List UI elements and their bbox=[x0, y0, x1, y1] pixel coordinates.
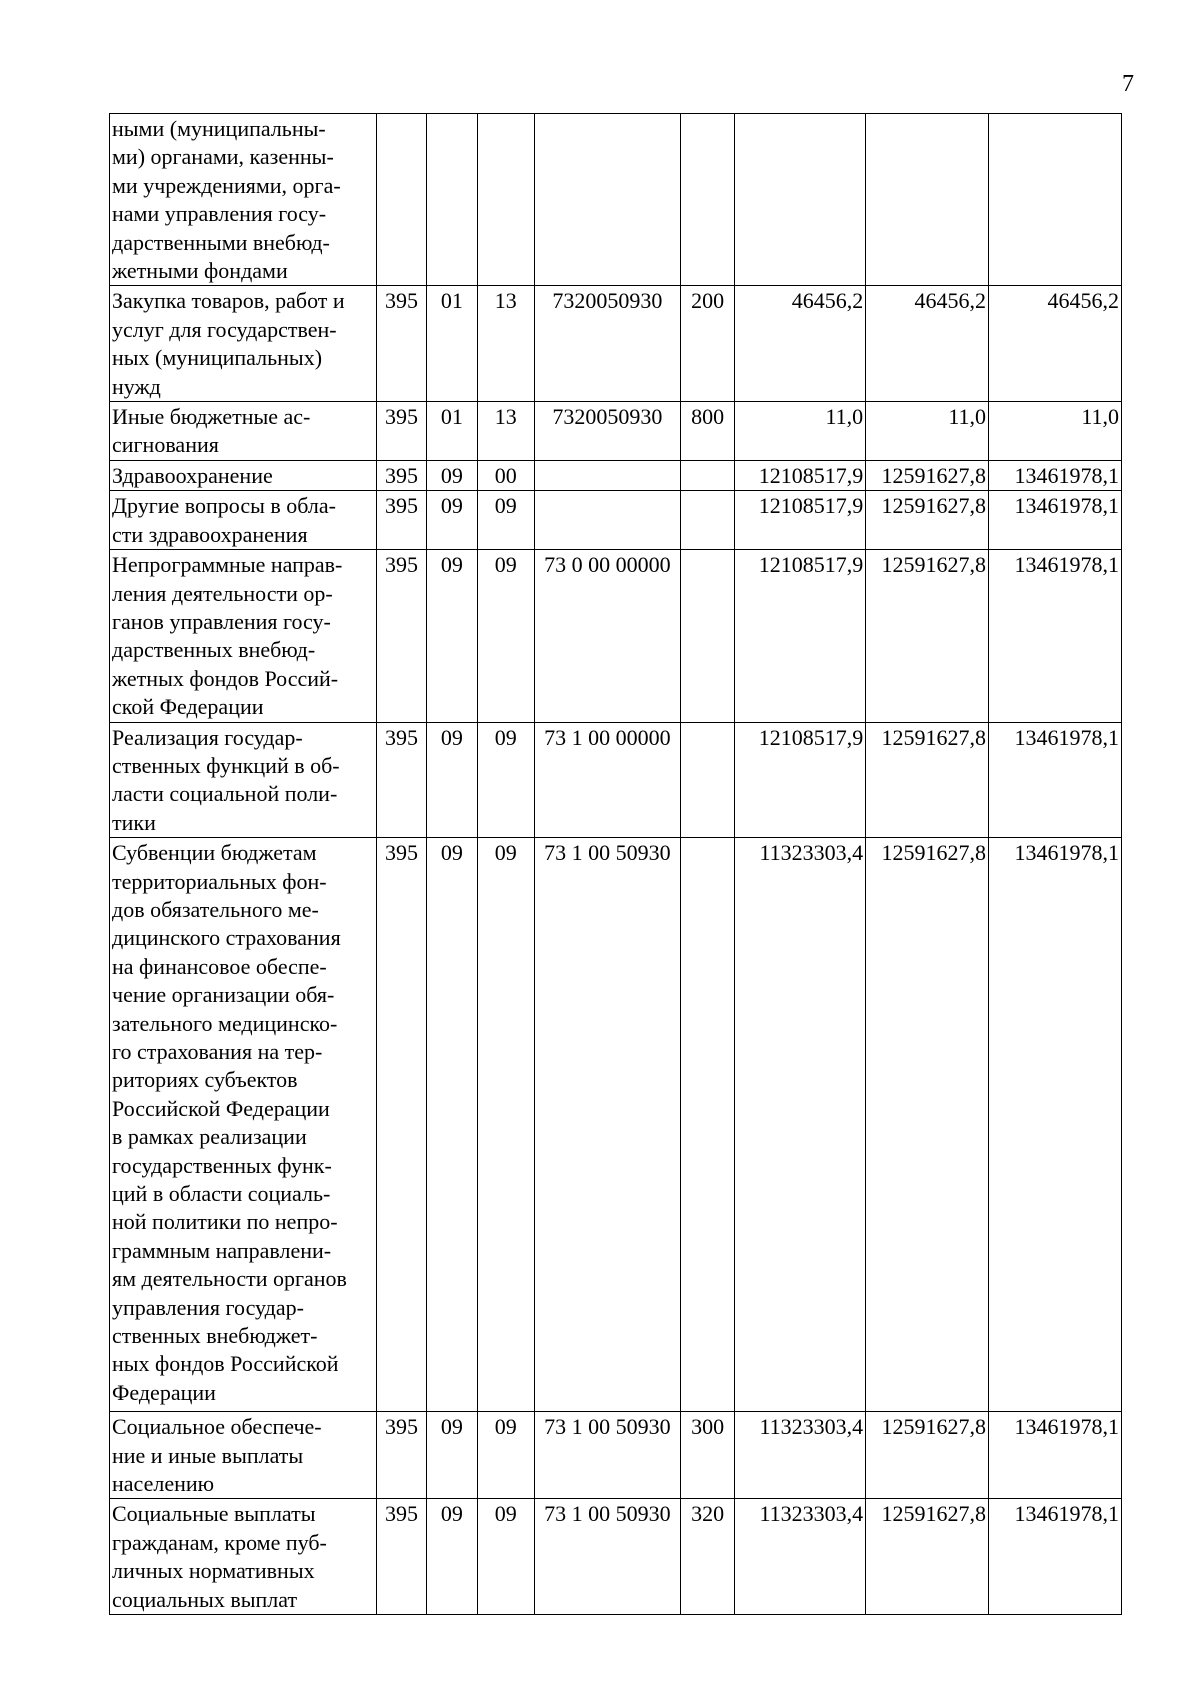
cell-name: Непрограммные направ- ления деятельности ор- ганов управления госу- дарственных внебюд- жетных фондов Россий- ской Федерации bbox=[110, 550, 377, 722]
cell-amount-year1: 11323303,4 bbox=[735, 1499, 866, 1615]
cell-amount-year2: 12591627,8 bbox=[866, 1412, 989, 1499]
cell-ved-code: 395 bbox=[376, 722, 426, 838]
table-row bbox=[110, 402, 1122, 461]
cell-amount-year2: 12591627,8 bbox=[866, 491, 989, 550]
cell-amount-year1 bbox=[735, 114, 866, 286]
cell-subsection: 09 bbox=[477, 550, 534, 722]
cell-section: 09 bbox=[427, 491, 477, 550]
table-row bbox=[110, 1499, 1122, 1615]
cell-name: Субвенции бюджетам территориальных фон- дов обязательного ме- дицинского страхования на финансовое обеспе- чение организации обя- зательного медицинско- го страхования на тер- риториях субъектов Российской Федерации в рамках реализации государственных функ- ций в области социаль- ной политики по непро- граммным направлени- ям деятельности органов управления государ- ственных внебюджет- ных фондов Российской Федерации bbox=[110, 838, 377, 1412]
cell-amount-year3: 13461978,1 bbox=[989, 838, 1122, 1412]
cell-amount-year3: 11,0 bbox=[989, 402, 1122, 461]
cell-subsection: 00 bbox=[477, 460, 534, 490]
cell-name: Иные бюджетные ас- сигнования bbox=[110, 402, 377, 461]
cell-expense-type: 300 bbox=[680, 1412, 734, 1499]
cell-subsection: 09 bbox=[477, 491, 534, 550]
cell-subsection bbox=[477, 114, 534, 286]
table-row bbox=[110, 114, 1122, 286]
cell-amount-year1: 12108517,9 bbox=[735, 722, 866, 838]
cell-expense-type bbox=[680, 722, 734, 838]
cell-section: 09 bbox=[427, 838, 477, 1412]
cell-section: 09 bbox=[427, 722, 477, 838]
cell-target-article: 73 1 00 50930 bbox=[534, 1412, 680, 1499]
cell-target-article bbox=[534, 491, 680, 550]
cell-target-article: 73 1 00 50930 bbox=[534, 838, 680, 1412]
cell-expense-type: 320 bbox=[680, 1499, 734, 1615]
cell-amount-year3: 13461978,1 bbox=[989, 491, 1122, 550]
cell-expense-type: 800 bbox=[680, 402, 734, 461]
cell-amount-year3 bbox=[989, 114, 1122, 286]
cell-name: ными (муниципальны- ми) органами, казенны- ми учреждениями, орга- нами управления госу- дарственными внебюд- жетными фондами bbox=[110, 114, 377, 286]
table-row bbox=[110, 491, 1122, 550]
cell-expense-type bbox=[680, 550, 734, 722]
cell-name: Реализация государ- ственных функций в об- ласти социальной поли- тики bbox=[110, 722, 377, 838]
table-row bbox=[110, 1412, 1122, 1499]
cell-amount-year1: 46456,2 bbox=[735, 286, 866, 402]
cell-ved-code: 395 bbox=[376, 1499, 426, 1615]
cell-expense-type bbox=[680, 491, 734, 550]
cell-target-article bbox=[534, 460, 680, 490]
table-row bbox=[110, 460, 1122, 490]
cell-subsection: 09 bbox=[477, 838, 534, 1412]
cell-amount-year2 bbox=[866, 114, 989, 286]
cell-ved-code: 395 bbox=[376, 491, 426, 550]
cell-expense-type: 200 bbox=[680, 286, 734, 402]
cell-amount-year1: 11323303,4 bbox=[735, 1412, 866, 1499]
table-row bbox=[110, 550, 1122, 722]
cell-amount-year2: 12591627,8 bbox=[866, 460, 989, 490]
cell-target-article bbox=[534, 114, 680, 286]
cell-section: 01 bbox=[427, 402, 477, 461]
cell-section: 09 bbox=[427, 1499, 477, 1615]
page-number: 7 bbox=[1122, 71, 1134, 97]
cell-ved-code: 395 bbox=[376, 460, 426, 490]
cell-name: Другие вопросы в обла- сти здравоохранения bbox=[110, 491, 377, 550]
cell-subsection: 09 bbox=[477, 1499, 534, 1615]
cell-name: Закупка товаров, работ и услуг для государствен- ных (муниципальных) нужд bbox=[110, 286, 377, 402]
cell-ved-code: 395 bbox=[376, 402, 426, 461]
cell-amount-year2: 12591627,8 bbox=[866, 838, 989, 1412]
cell-amount-year1: 12108517,9 bbox=[735, 491, 866, 550]
cell-section bbox=[427, 114, 477, 286]
cell-section: 09 bbox=[427, 460, 477, 490]
cell-amount-year2: 12591627,8 bbox=[866, 1499, 989, 1615]
cell-ved-code bbox=[376, 114, 426, 286]
cell-ved-code: 395 bbox=[376, 286, 426, 402]
cell-amount-year1: 11323303,4 bbox=[735, 838, 866, 1412]
cell-target-article: 7320050930 bbox=[534, 402, 680, 461]
budget-table bbox=[109, 113, 1122, 1615]
cell-expense-type bbox=[680, 838, 734, 1412]
cell-amount-year2: 46456,2 bbox=[866, 286, 989, 402]
cell-amount-year1: 12108517,9 bbox=[735, 550, 866, 722]
cell-amount-year3: 46456,2 bbox=[989, 286, 1122, 402]
cell-name: Социальное обеспече- ние и иные выплаты населению bbox=[110, 1412, 377, 1499]
cell-subsection: 09 bbox=[477, 1412, 534, 1499]
cell-expense-type bbox=[680, 460, 734, 490]
cell-name: Здравоохранение bbox=[110, 460, 377, 490]
cell-section: 09 bbox=[427, 1412, 477, 1499]
cell-amount-year3: 13461978,1 bbox=[989, 722, 1122, 838]
cell-expense-type bbox=[680, 114, 734, 286]
cell-target-article: 73 1 00 50930 bbox=[534, 1499, 680, 1615]
cell-amount-year1: 12108517,9 bbox=[735, 460, 866, 490]
cell-target-article: 73 1 00 00000 bbox=[534, 722, 680, 838]
table-row bbox=[110, 838, 1122, 1412]
cell-amount-year2: 12591627,8 bbox=[866, 550, 989, 722]
cell-ved-code: 395 bbox=[376, 838, 426, 1412]
cell-subsection: 13 bbox=[477, 286, 534, 402]
cell-amount-year2: 11,0 bbox=[866, 402, 989, 461]
cell-ved-code: 395 bbox=[376, 1412, 426, 1499]
cell-ved-code: 395 bbox=[376, 550, 426, 722]
cell-amount-year2: 12591627,8 bbox=[866, 722, 989, 838]
cell-amount-year1: 11,0 bbox=[735, 402, 866, 461]
cell-amount-year3: 13461978,1 bbox=[989, 460, 1122, 490]
cell-subsection: 13 bbox=[477, 402, 534, 461]
cell-amount-year3: 13461978,1 bbox=[989, 1499, 1122, 1615]
cell-target-article: 7320050930 bbox=[534, 286, 680, 402]
cell-subsection: 09 bbox=[477, 722, 534, 838]
cell-amount-year3: 13461978,1 bbox=[989, 1412, 1122, 1499]
cell-target-article: 73 0 00 00000 bbox=[534, 550, 680, 722]
table-row bbox=[110, 722, 1122, 838]
table-row bbox=[110, 286, 1122, 402]
cell-amount-year3: 13461978,1 bbox=[989, 550, 1122, 722]
cell-section: 01 bbox=[427, 286, 477, 402]
cell-section: 09 bbox=[427, 550, 477, 722]
cell-name: Социальные выплаты гражданам, кроме пуб- личных нормативных социальных выплат bbox=[110, 1499, 377, 1615]
